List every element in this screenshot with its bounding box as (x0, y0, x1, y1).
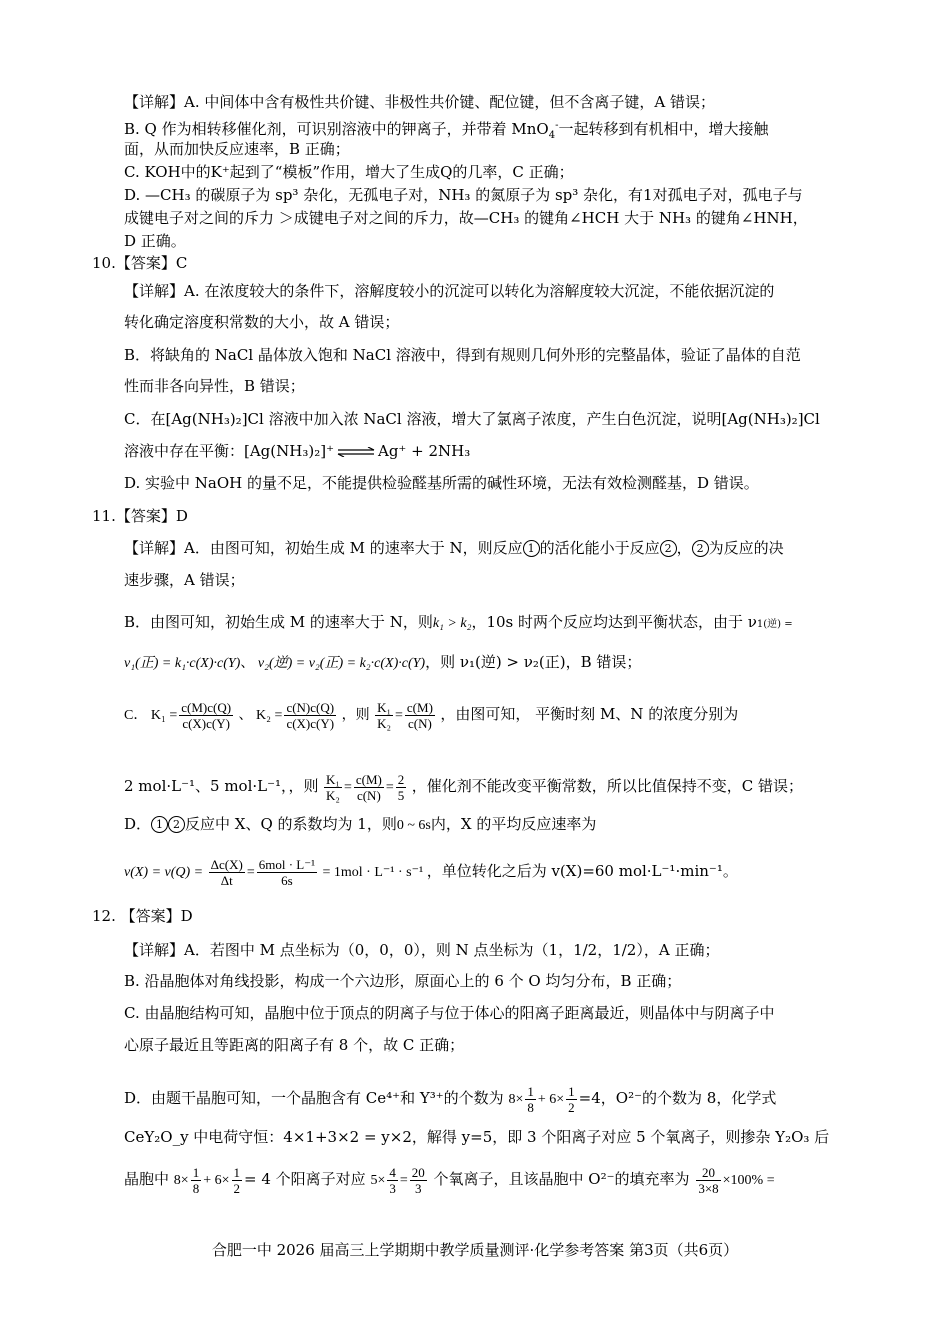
fraction-c-ratio-2: $\frac{c(M)}{c(N)}$ (355, 772, 382, 804)
q11-answer-heading: 11.【答案】D (92, 507, 188, 525)
fraction-one-eighth: $\frac{1}{8}$ (527, 1084, 534, 1116)
fraction-k-ratio-2: $\frac{\text{K₁}}{\text{K₂}}$ (326, 772, 340, 804)
fraction-one-eighth-b: $\frac{1}{8}$ (192, 1165, 200, 1197)
q11-option-d-line2: v(X) = v(Q) = $\frac{\Delta c(X)}{\Delta t}$ = $\frac{\text{6mol · L⁻¹}}{6s}$ = 1mol · L⁻¹ · s⁻¹ ，单位转化之后为 v(X)=60 mol·L⁻¹·min⁻¹。 (124, 857, 738, 889)
q9-option-a: 【详解】A. 中间体中含有极性共价键、非极性共价键、配位键，但不含离子键，A 错误； (124, 93, 715, 111)
q12-answer-heading: 12. 【答案】D (92, 907, 193, 925)
q10-option-b-line1: B．将缺角的 NaCl 晶体放入饱和 NaCl 溶液中，得到有规则几何外形的完整晶体，验证了晶体的自范 (124, 346, 801, 364)
q11-option-a-line2: 速步骤，A 错误； (124, 571, 245, 589)
q11-option-b-line1: B．由图可知，初始生成 M 的速率大于 N，则k₁ > k₂，10s 时两个反应均达到平衡状态，由于 ν1(逆) = (124, 613, 793, 631)
q9-option-d-line3: D 正确。 (124, 232, 186, 250)
q9-option-d-line1: D. —CH₃ 的碳原子为 sp³ 杂化，无孤电子对，NH₃ 的氮原子为 sp³ 杂化，有1对孤电子对，孤电子与 (124, 186, 803, 204)
q10-option-c-line2: 溶液中存在平衡：[Ag(NH₃)₂]⁺ Ag⁺ + 2NH₃ (124, 442, 471, 460)
q12-option-d-line1: D．由题干晶胞可知，一个晶胞含有 Ce⁴⁺和 Y³⁺的个数为 8× $\frac{1}{8}$ + 6× $\frac{1}{2}$ =4，O²⁻的个数为 8，化学式 (124, 1084, 777, 1116)
circled-number-2: 2 (660, 540, 677, 557)
fraction-one-half-b: $\frac{1}{2}$ (233, 1165, 240, 1197)
q11-option-b-line2: v₁(正) = k₁·c(X)·c(Y)、 v₂(逆) = v₂(正) = k₂·c(X)·c(Y)，则 ν₁(逆) > ν₂(正)，B 错误； (124, 653, 642, 671)
q9-option-b-line2: 面，从而加快反应速率，B 正确； (124, 140, 350, 158)
fraction-6mol-6s: $\frac{\text{6mol · L⁻¹}}{6s}$ (258, 857, 315, 889)
q10-option-a-line2: 转化确定溶度积常数的大小，故 A 错误； (124, 313, 400, 331)
fraction-k2: $\frac{c(N)c(Q)}{c(X)c(Y)}$ (286, 700, 335, 732)
circled-number-2-d: 2 (168, 816, 185, 833)
q11-option-c-line1: C． K₁ = $\frac{c(M)c(Q)}{c(X)c(Y)}$ 、 K₂ = $\frac{c(N)c(Q)}{c(X)c(Y)}$ ，则 $\frac{\text{K₁}}{\text{K₂}}$ = $\frac{c(M)}{c(N)}$ ，由图可知， 平衡时刻 M、N 的浓度分别为 (124, 700, 739, 732)
q10-option-a-line1: 【详解】A. 在浓度较大的条件下，溶解度较小的沉淀可以转化为溶解度较大沉淀，不能依据沉淀的 (124, 282, 775, 300)
fraction-four-thirds: $\frac{4}{3}$ (389, 1165, 396, 1197)
circled-number-1: 1 (523, 540, 540, 557)
q12-option-d-line3: 晶胞中 8× $\frac{1}{8}$ + 6× $\frac{1}{2}$ = 4 个阳离子对应 5× $\frac{4}{3}$ = $\frac{20}{3}$ 个氧离子，且该晶胞中 O²⁻的填充率为 $\frac{20}{3\times 8}$ ×100% = (124, 1165, 775, 1197)
q12-option-a: 【详解】A．若图中 M 点坐标为（0，0，0），则 N 点坐标为（1，1/2，1/2），A 正确； (124, 941, 720, 959)
equilibrium-arrow-icon (336, 447, 376, 457)
q11-option-a-line1: 【详解】A．由图可知，初始生成 M 的速率大于 N，则反应 1 的活化能小于反应 2 ， 2 为反应的决 (124, 539, 784, 557)
q10-answer-heading: 10.【答案】C (92, 254, 188, 272)
q10-option-c-line1: C．在[Ag(NH₃)₂]Cl 溶液中加入浓 NaCl 溶液，增大了氯离子浓度，产生白色沉淀，说明[Ag(NH₃)₂]Cl (124, 410, 820, 428)
fraction-two-fifths: $\frac{2}{5}$ (397, 772, 405, 804)
q11-option-d-line1: D． 1 2 反应中 X、Q 的系数均为 1，则0 ~ 6s内，X 的平均反应速率为 (124, 815, 597, 833)
page-footer: 合肥一中 2026 届高三上学期期中教学质量测评·化学参考答案 第3页（共6页） (211, 1241, 739, 1259)
q9-option-d-line2: 成键电子对之间的斥力 ＞成键电子对之间的斥力，故—CH₃ 的键角∠HCH 大于 NH₃ 的键角∠HNH， (124, 209, 808, 227)
fraction-k1: $\frac{c(M)c(Q)}{c(X)c(Y)}$ (181, 700, 232, 732)
q12-option-c-line1: C. 由晶胞结构可知，晶胞中位于顶点的阴离子与位于体心的阳离子距离最近，则晶体中与阴离子中 (124, 1004, 775, 1022)
q9-option-c: C. KOH中的K⁺起到了“模板”作用，增大了生成Q的几率，C 正确； (124, 163, 574, 181)
fraction-c-ratio: $\frac{c(M)}{c(N)}$ (406, 700, 433, 732)
q12-option-d-line2: CeY₂O_y 中电荷守恒：4×1+3×2 = y×2，解得 y=5，即 3 个阳离子对应 5 个氧离子，则掺杂 Y₂O₃ 后 (124, 1128, 830, 1146)
q12-option-b: B. 沿晶胞体对角线投影，构成一个六边形，原面心上的 6 个 O 均匀分布，B 正确； (124, 972, 682, 990)
circled-number-2b: 2 (692, 540, 709, 557)
q10-option-b-line2: 性而非各向异性，B 错误； (124, 377, 305, 395)
q9-option-b-line1: B. Q 作为相转移催化剂，可识别溶液中的钾离子，并带着 MnO$_4$-一起转移到有机相中，增大接触 (124, 120, 769, 141)
fraction-twenty-thirds: $\frac{20}{3}$ (411, 1165, 425, 1197)
q10-option-d: D. 实验中 NaOH 的量不足，不能提供检验醛基所需的碱性环境，无法有效检测醛基，D 错误。 (124, 474, 759, 492)
fraction-fill-rate: $\frac{20}{3\times 8}$ (698, 1165, 719, 1197)
fraction-one-half: $\frac{1}{2}$ (568, 1084, 575, 1116)
fraction-delta-c: $\frac{\Delta c(X)}{\Delta t}$ (210, 857, 243, 889)
circled-number-1-d: 1 (151, 816, 168, 833)
fraction-k-ratio: $\frac{\text{K₁}}{\text{K₂}}$ (377, 700, 391, 732)
q12-option-c-line2: 心原子最近且等距离的阳离子有 8 个，故 C 正确； (124, 1036, 465, 1054)
q11-option-c-line2: 2 mol·L⁻¹、5 mol·L⁻¹，，则 $\frac{\text{K₁}}{\text{K₂}}$ = $\frac{c(M)}{c(N)}$ = $\frac{2}{5}$ ，催化剂不能改变平衡常数，所以比值保持不变，C 错误； (124, 772, 804, 804)
